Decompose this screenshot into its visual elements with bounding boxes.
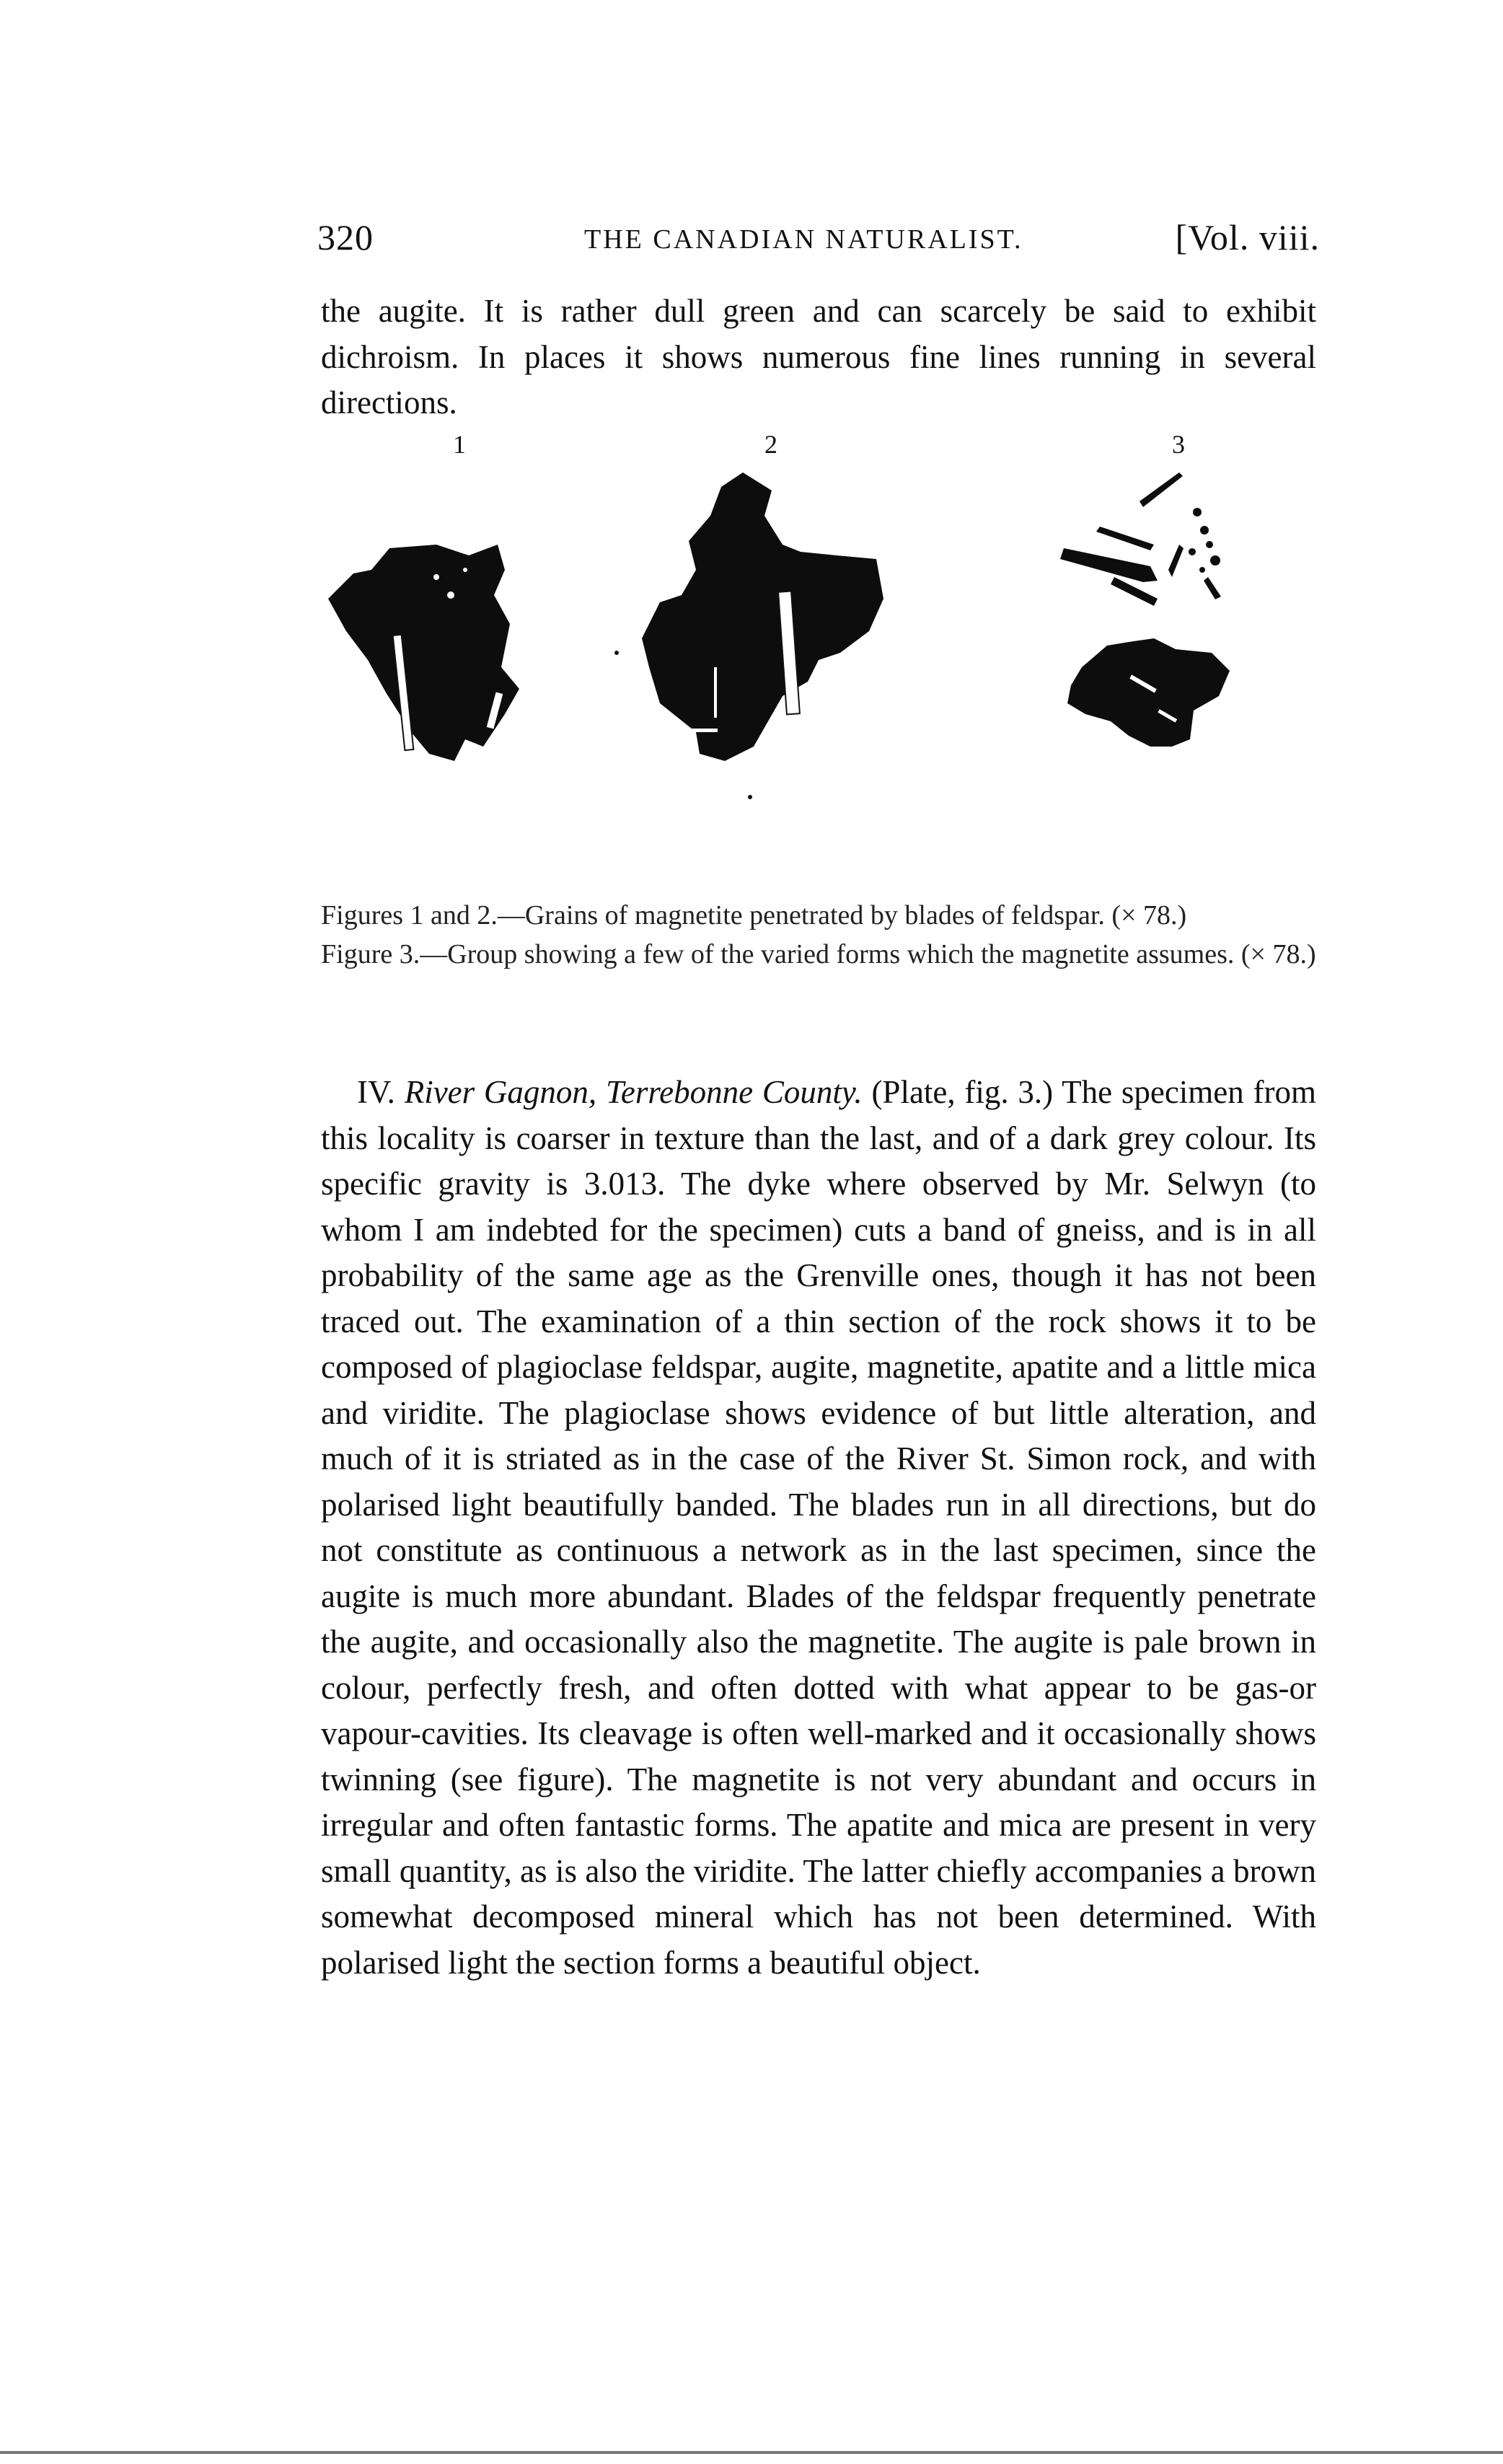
section-iv	[321, 1070, 1316, 1986]
intro-paragraph: the augite. It is rather dull green and can scarcely be said to exhibit dichroism. In places it shows numerous fine lines running in several directions.	[321, 293, 1316, 421]
bottom-rule	[0, 2451, 1503, 2454]
figure-label-3: 3	[1172, 430, 1185, 459]
caption-figures-1-2: Figures 1 and 2.—Grains of magnetite penetrated by blades of feldspar. (× 78.)	[321, 900, 1187, 930]
page-number: 320	[317, 217, 374, 258]
intro-text	[321, 289, 1316, 426]
page-header	[317, 216, 1320, 274]
magnetite-figures	[321, 429, 1323, 898]
figure-1-grain	[328, 545, 519, 761]
section-numeral: IV.	[357, 1074, 395, 1110]
figure-2-grain	[614, 472, 883, 799]
volume-label: [Vol. viii.	[1175, 217, 1320, 258]
section-text: (Plate, fig. 3.) The specimen from this locality is coarser in texture than the last, and of a dark grey colour. Its specific gravity is 3.013. The dyke where observed by Mr. Selwyn (to whom I am indebted for the specimen) cuts a band of gneiss, and is in all probability of the same age as the Grenville ones, though it has not been traced out. The examination of a thin section of the rock shows it to be composed of plagioclase feldspar, augite, magnetite, apatite and a little mica and viridite. The plagioclase shows evidence of but little alteration, and much of it is striated as in the case of the River St. Simon rock, and with polarised light beautifully banded. The blades run in all directions, but do not constitute as continuous a network as in the last specimen, since the augite is much more abundant. Blades of the feldspar frequently penetrate the augite, and occasionally also the magnetite. The augite is pale brown in colour, perfectly fresh, and often dotted with what appear to be gas-or vapour-cavities. Its cleavage is often well-marked and it occasionally shows twinning (see figure). The magnetite is not very abundant and occurs in irregular and often fantastic forms. The apatite and mica are present in very small quantity, as is also the viridite. The latter chiefly accompanies a brown somewhat decomposed mineral which has not been determined. With polarised light the section forms a beautiful object.	[321, 1074, 1317, 1981]
section-locality: River Gagnon, Terrebonne County.	[404, 1074, 863, 1110]
figure-label-1: 1	[453, 430, 466, 459]
figure-3-group	[1060, 472, 1230, 747]
figure-captions	[321, 898, 1320, 976]
figure-label-2: 2	[764, 430, 777, 459]
running-title: THE CANADIAN NATURALIST.	[584, 224, 1023, 255]
section-iv-paragraph	[321, 1070, 1316, 1986]
figure-block	[321, 429, 1323, 898]
caption-figure-3: Figure 3.—Group showing a few of the varied forms which the magnetite assumes. (× 78.)	[321, 939, 1316, 969]
